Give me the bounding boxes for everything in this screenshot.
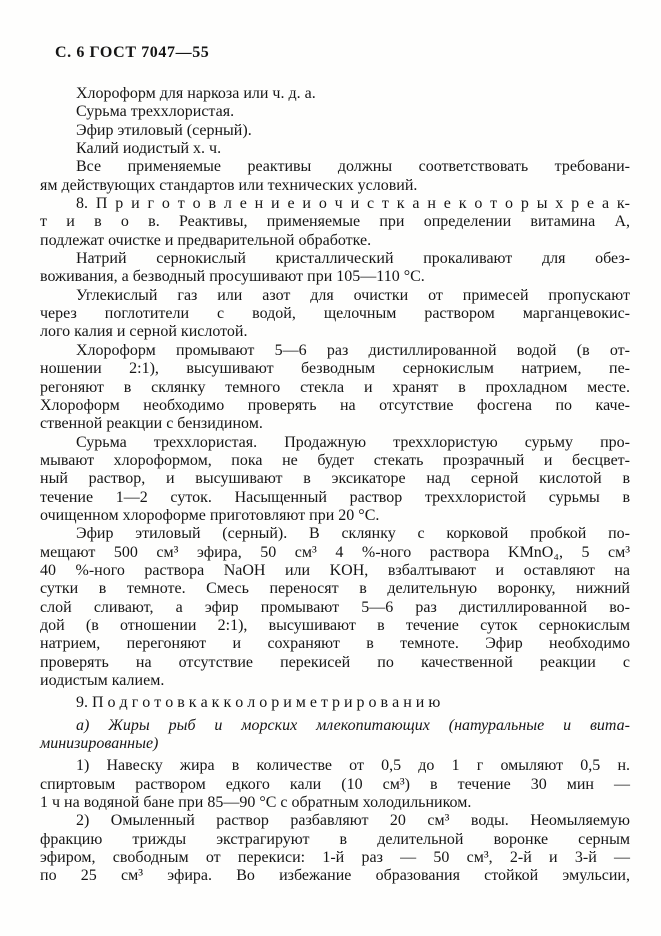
text-line: а) Жиры рыб и морских млекопитающих (натуральные и вита- (76, 716, 630, 734)
text-line: 8. П р и г о т о в л е н и е и о ч и с т к а н е к о т о р ы х р е а к- (76, 195, 630, 213)
text-line: ношении 2:1), высушивают безводным сернокислым натрием, пе- (40, 360, 630, 378)
text-line: фракцию трижды экстрагируют в делительной воронке серным (40, 830, 630, 848)
text-line: Натрий сернокислый кристаллический прокаливают для обез- (76, 250, 630, 268)
text-line: ный раствор, и высушивают в эксикаторе над серной кислотой в (40, 470, 630, 488)
text-line: слой сливают, а эфир промывают 5—6 раз дистиллированной во- (40, 598, 630, 616)
text-line: течение 1—2 суток. Насыщенный раствор треххлористой сурьмы в (40, 488, 630, 506)
text-line: Эфир этиловый (серный). В склянку с корковой пробкой по- (76, 525, 630, 543)
text-line: 2) Омыленный раствор разбавляют 20 см³ воды. Неомыляемую (76, 812, 630, 830)
text-line: подлежат очистке и предварительной обработке. (40, 231, 372, 249)
text-line: Калий иодистый х. ч. (76, 140, 222, 158)
text-line: т и в о в. Реактивы, применяемые при определении витамина А, (40, 213, 630, 231)
text-line: иодистым калием. (40, 672, 165, 689)
text-line: Хлороформ промывают 5—6 раз дистиллированной водой (в от- (76, 341, 630, 359)
text-line: Углекислый газ или азот для очистки от примесей пропускают (76, 286, 630, 304)
text-line: дой (в отношении 2:1), высушивают в течение суток сернокислым (40, 616, 630, 634)
text-line: регоняют в склянку темного стекла и хранят в прохладном месте. (40, 378, 630, 396)
text-line: минизированные) (40, 735, 159, 753)
text-line: ям действующих стандартов или технических условий. (40, 176, 418, 194)
text-line: Эфир этиловый (серный). (76, 121, 252, 139)
text-line: 9. П о д г о т о в к а к к о л о р и м е т р и р о в а н и ю (76, 694, 441, 712)
text-line: через поглотители с водой, щелочным раствором марганцевокис- (40, 305, 630, 323)
text-line: спиртовым раствором едкого кали (10 см³) в течение 30 мин — (40, 775, 630, 793)
text-line: 40 %-ного раствора NaOH или KOH, взбалтывают и оставляют на (40, 561, 630, 579)
text-line: Сурьма треххлористая. Продажную треххлористую сурьму про- (76, 433, 630, 451)
text-line: натрием, перегоняют и сохраняют в темноте. Эфир необходимо (40, 635, 630, 653)
page-header-gost-number: С. 6 ГОСТ 7047—55 (55, 44, 210, 61)
text-line: проверять на отсутствие перекисей по качественной реакции с (40, 653, 630, 671)
text-line: мывают хлороформом, пока не будет стекать прозрачный и бесцвет- (40, 451, 630, 469)
text-line: Сурьма треххлористая. (76, 103, 235, 121)
text-line: лого калия и серной кислотой. (40, 323, 248, 341)
text-lines (40, 85, 630, 886)
text-line: 1) Навеску жира в количестве от 0,5 до 1 г омыляют 0,5 н. (76, 757, 630, 775)
text-line: Хлороформ необходимо проверять на отсутствие фосгена по каче- (40, 396, 630, 414)
text-line: воживания, а безводный просушивают при 105—110 °С. (40, 268, 425, 286)
text-line: Все применяемые реактивы должны соответствовать требовани- (76, 158, 630, 176)
text-line: сутки в темноте. Смесь переносят в делительную воронку, нижний (40, 580, 630, 598)
text-line: эфиром, свободным от перекиси: 1-й раз — 50 см³, 2-й и 3-й — (40, 849, 630, 867)
text-line: 1 ч на водяной бане при 85—90 °С с обратным холодильником. (40, 794, 472, 812)
text-line: мещают 500 см³ эфира, 50 см³ 4 %-ного раствора KMnO₄, 5 см³ (40, 543, 630, 561)
text-line: по 25 см³ эфира. Во избежание образования стойкой эмульсии, (40, 867, 630, 885)
text-line: ственной реакции с бензидином. (40, 415, 263, 433)
text-line: Хлороформ для наркоза или ч. д. а. (76, 85, 316, 102)
text-line: очищенном хлороформе приготовляют при 20 °С. (40, 506, 380, 524)
